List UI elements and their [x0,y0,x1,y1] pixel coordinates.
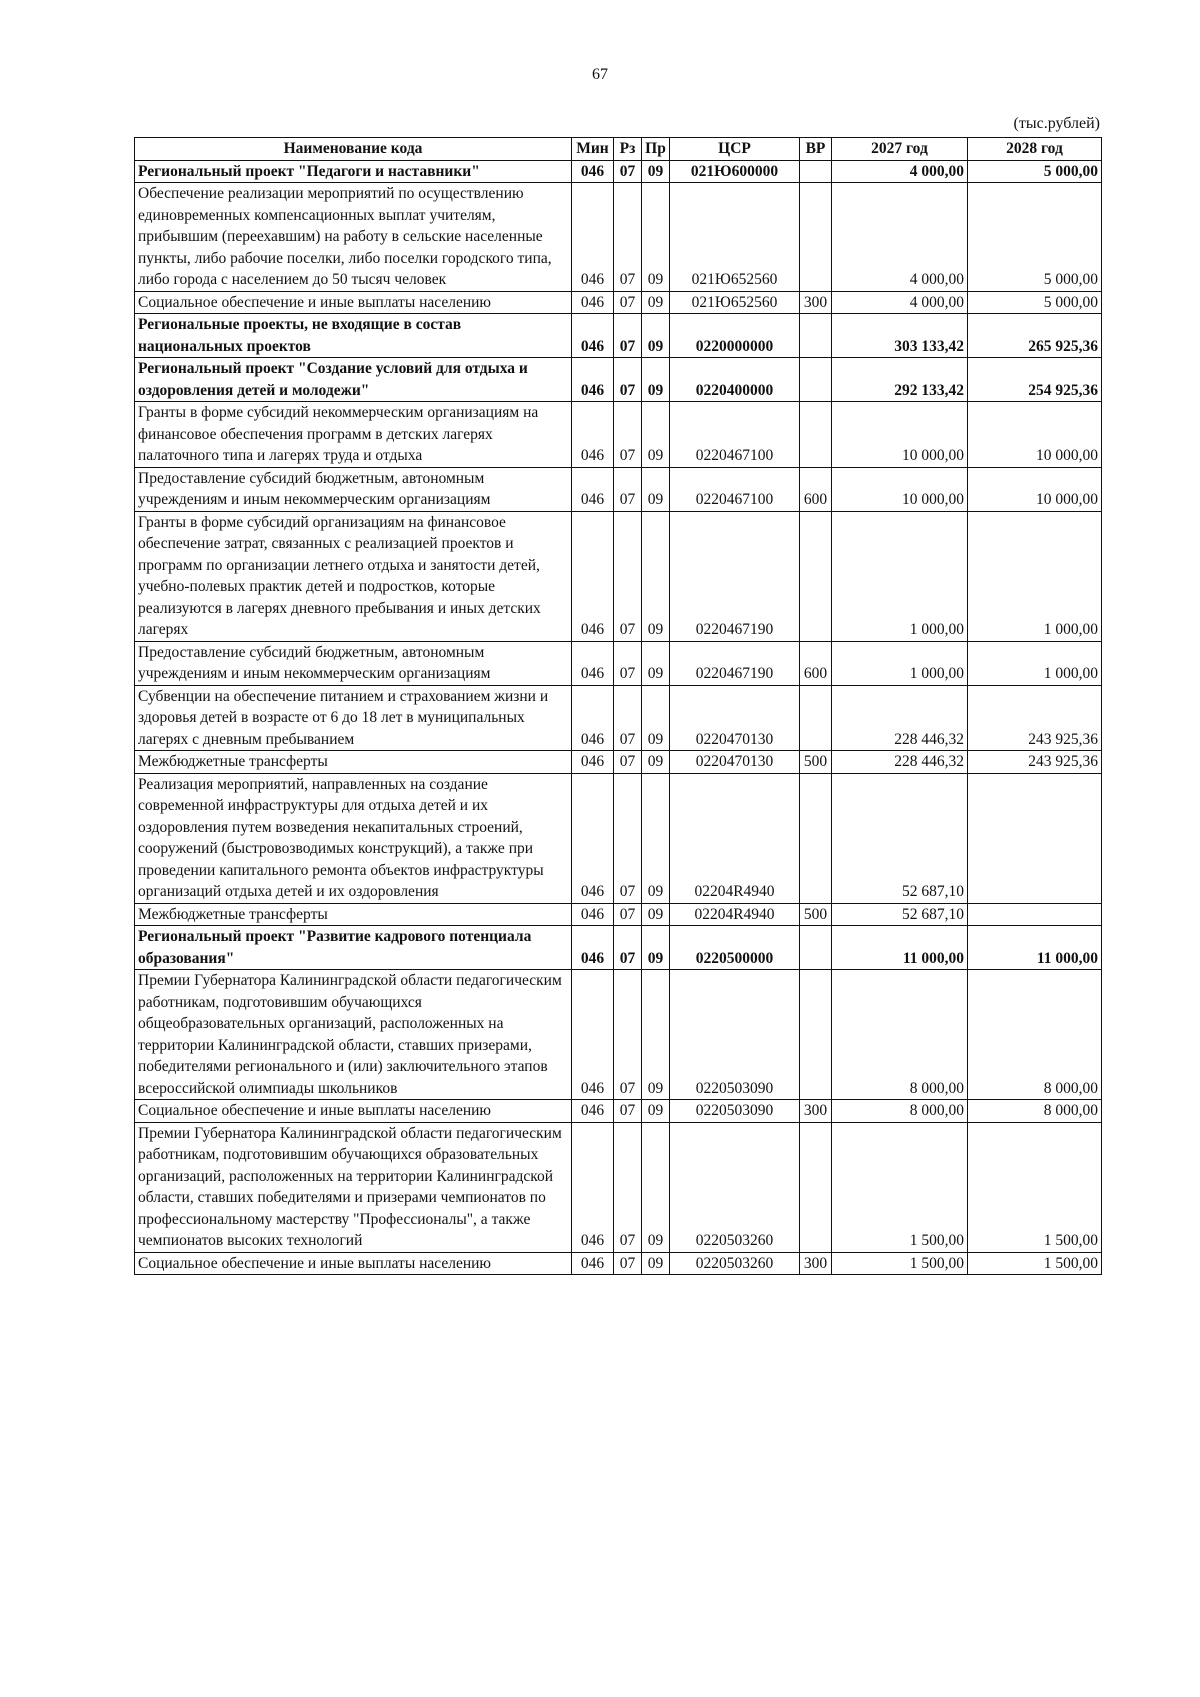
cell-vr [800,926,832,970]
cell-2027: 10 000,00 [832,467,968,511]
cell-vr: 300 [800,1252,832,1275]
cell-min: 046 [572,1100,614,1123]
cell-2027: 10 000,00 [832,402,968,468]
cell-2027: 292 133,42 [832,358,968,402]
cell-2028: 1 000,00 [968,641,1102,685]
cell-name: Предоставление субсидий бюджетным, автономным учреждениям и иным некоммерческим организациям [135,641,572,685]
cell-min: 046 [572,773,614,903]
cell-pr: 09 [642,467,670,511]
cell-2028: 265 925,36 [968,314,1102,358]
cell-2027: 228 446,32 [832,685,968,751]
table-header-row [135,138,1102,161]
cell-min: 046 [572,511,614,641]
cell-rz: 07 [614,685,642,751]
table-row [135,358,1102,402]
cell-csr: 0220470130 [670,685,800,751]
cell-rz: 07 [614,751,642,774]
table-row [135,773,1102,903]
cell-pr: 09 [642,1252,670,1275]
cell-min: 046 [572,903,614,926]
cell-pr: 09 [642,751,670,774]
cell-name: Межбюджетные трансферты [135,751,572,774]
table-body [135,160,1102,1275]
cell-2028 [968,903,1102,926]
header-2027: 2027 год [832,138,968,161]
cell-csr: 0220400000 [670,358,800,402]
cell-2028: 1 500,00 [968,1122,1102,1252]
cell-csr: 0220500000 [670,926,800,970]
cell-name: Премии Губернатора Калининградской области педагогическим работникам, подготовившим обучающихся образовательных организаций, расположенных на территории Калининградской области, ставших победителями и призерами чемпионатов по профессиональному мастерству "Профессионалы", а также чемпионатов высоких технологий [135,1122,572,1252]
header-vr: ВР [800,138,832,161]
cell-vr: 600 [800,641,832,685]
cell-rz: 07 [614,926,642,970]
cell-name: Гранты в форме субсидий организациям на финансовое обеспечение затрат, связанных с реализацией проектов и программ по организации летнего отдыха и занятости детей, учебно-полевых практик детей и подростков, которые реализуются в лагерях дневного пребывания и иных детских лагерях [135,511,572,641]
cell-2028: 243 925,36 [968,751,1102,774]
cell-2028: 5 000,00 [968,291,1102,314]
cell-name: Обеспечение реализации мероприятий по осуществлению единовременных компенсационных выплат учителям, прибывшим (переехавшим) на работу в сельские населенные пункты, либо рабочие поселки, либо поселки городского типа, либо города с населением до 50 тысяч человек [135,183,572,292]
cell-2027: 303 133,42 [832,314,968,358]
cell-pr: 09 [642,358,670,402]
cell-min: 046 [572,926,614,970]
cell-min: 046 [572,160,614,183]
cell-name: Региональный проект "Создание условий для отдыха и оздоровления детей и молодежи" [135,358,572,402]
cell-2027: 1 500,00 [832,1252,968,1275]
page-number: 67 [592,66,608,83]
units-label: (тыс.рублей) [1013,115,1100,132]
cell-csr: 0220470130 [670,751,800,774]
cell-2027: 4 000,00 [832,291,968,314]
cell-name: Региональный проект "Развитие кадрового потенциала образования" [135,926,572,970]
table-row [135,183,1102,292]
header-csr: ЦСР [670,138,800,161]
cell-2027: 8 000,00 [832,970,968,1100]
cell-vr [800,1122,832,1252]
cell-2027: 52 687,10 [832,773,968,903]
cell-min: 046 [572,314,614,358]
cell-name: Гранты в форме субсидий некоммерческим организациям на финансовое обеспечения программ в детских лагерях палаточного типа и лагерях труда и отдыха [135,402,572,468]
cell-vr [800,773,832,903]
header-2028: 2028 год [968,138,1102,161]
cell-name: Социальное обеспечение и иные выплаты населению [135,291,572,314]
cell-2027: 4 000,00 [832,160,968,183]
cell-pr: 09 [642,773,670,903]
cell-vr [800,358,832,402]
header-name: Наименование кода [135,138,572,161]
table-row [135,1122,1102,1252]
cell-min: 046 [572,183,614,292]
cell-pr: 09 [642,685,670,751]
cell-2027: 1 000,00 [832,511,968,641]
cell-2027: 4 000,00 [832,183,968,292]
cell-2027: 8 000,00 [832,1100,968,1123]
cell-name: Субвенции на обеспечение питанием и страхованием жизни и здоровья детей в возрасте от 6 до 18 лет в муниципальных лагерях с дневным пребыванием [135,685,572,751]
cell-pr: 09 [642,183,670,292]
table-row [135,1252,1102,1275]
cell-csr: 0220503260 [670,1122,800,1252]
cell-2028: 11 000,00 [968,926,1102,970]
cell-csr: 0220503260 [670,1252,800,1275]
cell-name: Реализация мероприятий, направленных на создание современной инфраструктуры для отдыха детей и их оздоровления путем возведения некапитальных строений, сооружений (быстровозводимых конструкций), а также при проведении капитального ремонта объектов инфраструктуры организаций отдыха детей и их оздоровления [135,773,572,903]
cell-vr: 300 [800,291,832,314]
cell-vr: 500 [800,903,832,926]
cell-pr: 09 [642,641,670,685]
cell-min: 046 [572,970,614,1100]
cell-2028: 8 000,00 [968,1100,1102,1123]
cell-2027: 228 446,32 [832,751,968,774]
cell-csr: 0220467190 [670,641,800,685]
cell-rz: 07 [614,402,642,468]
cell-pr: 09 [642,970,670,1100]
cell-rz: 07 [614,467,642,511]
table-row [135,926,1102,970]
table-row [135,511,1102,641]
cell-2028: 5 000,00 [968,160,1102,183]
cell-pr: 09 [642,1100,670,1123]
cell-name: Премии Губернатора Калининградской области педагогическим работникам, подготовившим обучающихся общеобразовательных организаций, расположенных на территории Калининградской области, ставших призерами, победителями регионального и (или) заключительного этапов всероссийской олимпиады школьников [135,970,572,1100]
cell-2028: 5 000,00 [968,183,1102,292]
cell-min: 046 [572,641,614,685]
cell-rz: 07 [614,183,642,292]
table-row [135,903,1102,926]
table-row [135,467,1102,511]
cell-vr [800,183,832,292]
cell-vr [800,314,832,358]
cell-pr: 09 [642,160,670,183]
cell-vr [800,970,832,1100]
cell-csr: 02204R4940 [670,903,800,926]
cell-pr: 09 [642,926,670,970]
cell-min: 046 [572,467,614,511]
cell-vr: 300 [800,1100,832,1123]
cell-name: Социальное обеспечение и иные выплаты населению [135,1252,572,1275]
cell-rz: 07 [614,160,642,183]
cell-2028: 243 925,36 [968,685,1102,751]
cell-csr: 0220503090 [670,1100,800,1123]
cell-csr: 021Ю600000 [670,160,800,183]
cell-name: Региональный проект "Педагоги и наставники" [135,160,572,183]
table-row [135,1100,1102,1123]
cell-pr: 09 [642,291,670,314]
cell-csr: 0220467100 [670,467,800,511]
table-row [135,751,1102,774]
cell-vr [800,402,832,468]
cell-2027: 1 000,00 [832,641,968,685]
cell-2028: 1 500,00 [968,1252,1102,1275]
cell-vr: 600 [800,467,832,511]
cell-vr: 500 [800,751,832,774]
cell-rz: 07 [614,511,642,641]
table-row [135,314,1102,358]
table-row [135,402,1102,468]
budget-table [134,137,1102,1275]
cell-2028: 254 925,36 [968,358,1102,402]
cell-pr: 09 [642,1122,670,1252]
cell-name: Региональные проекты, не входящие в состав национальных проектов [135,314,572,358]
header-pr: Пр [642,138,670,161]
cell-rz: 07 [614,1122,642,1252]
cell-2028: 10 000,00 [968,402,1102,468]
table-row [135,685,1102,751]
cell-2028 [968,773,1102,903]
table-row [135,160,1102,183]
table-row [135,641,1102,685]
cell-min: 046 [572,291,614,314]
table-row [135,291,1102,314]
cell-vr [800,160,832,183]
cell-vr [800,685,832,751]
cell-min: 046 [572,1252,614,1275]
cell-rz: 07 [614,358,642,402]
cell-pr: 09 [642,314,670,358]
cell-rz: 07 [614,291,642,314]
cell-csr: 021Ю652560 [670,183,800,292]
cell-2028: 1 000,00 [968,511,1102,641]
cell-csr: 0220000000 [670,314,800,358]
cell-rz: 07 [614,1100,642,1123]
cell-2028: 8 000,00 [968,970,1102,1100]
cell-rz: 07 [614,1252,642,1275]
cell-min: 046 [572,358,614,402]
cell-rz: 07 [614,903,642,926]
header-rz: Рз [614,138,642,161]
cell-pr: 09 [642,903,670,926]
cell-min: 046 [572,685,614,751]
cell-2028: 10 000,00 [968,467,1102,511]
cell-name: Межбюджетные трансферты [135,903,572,926]
header-min: Мин [572,138,614,161]
cell-csr: 0220467190 [670,511,800,641]
cell-csr: 021Ю652560 [670,291,800,314]
cell-rz: 07 [614,641,642,685]
cell-pr: 09 [642,402,670,468]
cell-rz: 07 [614,314,642,358]
cell-vr [800,511,832,641]
cell-rz: 07 [614,773,642,903]
cell-min: 046 [572,402,614,468]
cell-pr: 09 [642,511,670,641]
cell-csr: 0220503090 [670,970,800,1100]
cell-2027: 1 500,00 [832,1122,968,1252]
cell-name: Социальное обеспечение и иные выплаты населению [135,1100,572,1123]
cell-csr: 02204R4940 [670,773,800,903]
cell-min: 046 [572,1122,614,1252]
cell-min: 046 [572,751,614,774]
cell-csr: 0220467100 [670,402,800,468]
table-row [135,970,1102,1100]
cell-2027: 52 687,10 [832,903,968,926]
cell-rz: 07 [614,970,642,1100]
cell-2027: 11 000,00 [832,926,968,970]
cell-name: Предоставление субсидий бюджетным, автономным учреждениям и иным некоммерческим организациям [135,467,572,511]
